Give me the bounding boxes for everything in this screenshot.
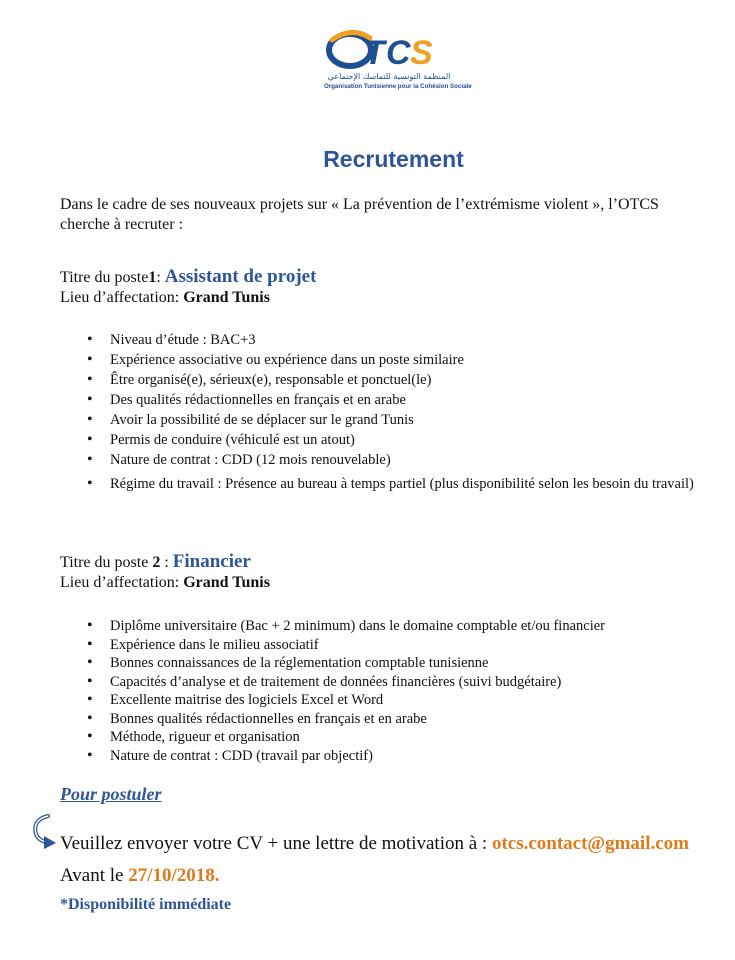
poste2-location-label: Lieu d’affectation: [60, 574, 184, 591]
poste1-location-line [60, 288, 316, 308]
list-item: • Expérience dans le milieu associatif [60, 636, 700, 655]
list-item: • Permis de conduire (véhiculé est un atout) [60, 430, 700, 450]
apply-heading: Pour postuler [60, 784, 162, 804]
cv-instruction-line [60, 833, 689, 855]
list-item: • Régime du travail : Présence au bureau à temps partiel (plus disponibilité selon les besoin du travail) [60, 470, 700, 498]
list-item: • Être organisé(e), sérieux(e), responsable et ponctuel(le) [60, 370, 700, 390]
poste2-title-line [60, 552, 270, 573]
svg-text:S: S [410, 34, 433, 72]
poste1-header [60, 267, 316, 308]
list-item: • Bonnes qualités rédactionnelles en français et en arabe [60, 710, 700, 729]
svg-text:T: T [364, 34, 385, 72]
poste1-number: 1 [148, 269, 157, 286]
poste2-location-line [60, 573, 270, 593]
poste2-location: Grand Tunis [183, 574, 270, 591]
logo-french-name: Organisation Tunisienne pour la Cohésion Sociale [324, 83, 472, 90]
poste2-job-title: Financier [172, 551, 251, 572]
intro-paragraph: Dans le cadre de ses nouveaux projets sur « La prévention de l’extrémisme violent », l’OTCS cherche à recruter : [60, 196, 659, 233]
poste1-requirements-list [60, 330, 700, 498]
poste2-title-prefix: Titre du poste [60, 554, 153, 571]
page-title: Recrutement [323, 146, 464, 172]
list-item: • Nature de contrat : CDD (travail par objectif) [60, 747, 700, 766]
poste2-number: 2 [152, 554, 161, 571]
list-item: • Nature de contrat : CDD (12 mois renouvelable) [60, 450, 700, 470]
list-item: • Des qualités rédactionnelles en français et en arabe [60, 390, 700, 410]
list-item: • Expérience associative ou expérience dans un poste similaire [60, 350, 700, 370]
poste1-title-line [60, 267, 316, 288]
poste1-job-title: Assistant de projet [164, 266, 317, 287]
cv-instruction-text: Veuillez envoyer votre CV + une lettre de motivation à : [60, 833, 492, 854]
poste1-location-label: Lieu d’affectation: [60, 289, 184, 306]
list-item: • Méthode, rigueur et organisation [60, 728, 700, 747]
list-item: • Excellente maitrise des logiciels Excel et Word [60, 691, 700, 710]
list-item: • Niveau d’étude : BAC+3 [60, 330, 700, 350]
poste2-requirements-list [60, 617, 700, 765]
otcs-logo [318, 28, 472, 98]
availability-note: *Disponibilité immédiate [60, 896, 232, 913]
deadline-line [60, 865, 220, 887]
deadline-date: 27/10/2018. [128, 865, 220, 886]
deadline-label: Avant le [60, 865, 129, 886]
poste1-separator: : [156, 269, 165, 286]
list-item: • Avoir la possibilité de se déplacer sur le grand Tunis [60, 410, 700, 430]
curved-arrow-icon [28, 812, 60, 850]
contact-email: otcs.contact@gmail.com [491, 833, 689, 854]
poste2-separator: : [160, 554, 173, 571]
list-item: • Diplôme universitaire (Bac + 2 minimum) dans le domaine comptable et/ou financier [60, 617, 700, 636]
list-item: • Capacités d’analyse et de traitement de données financières (suivi budgétaire) [60, 673, 700, 692]
svg-text:C: C [386, 34, 411, 72]
logo-arabic-name: المنظمة التونسية للتماسك الإجتماعي [327, 72, 451, 81]
poste2-header [60, 552, 270, 593]
poste1-title-prefix: Titre du poste [60, 269, 149, 286]
otcs-logo-mark [318, 28, 458, 72]
poste1-location: Grand Tunis [183, 289, 270, 306]
list-item: • Bonnes connaissances de la réglementation comptable tunisienne [60, 654, 700, 673]
